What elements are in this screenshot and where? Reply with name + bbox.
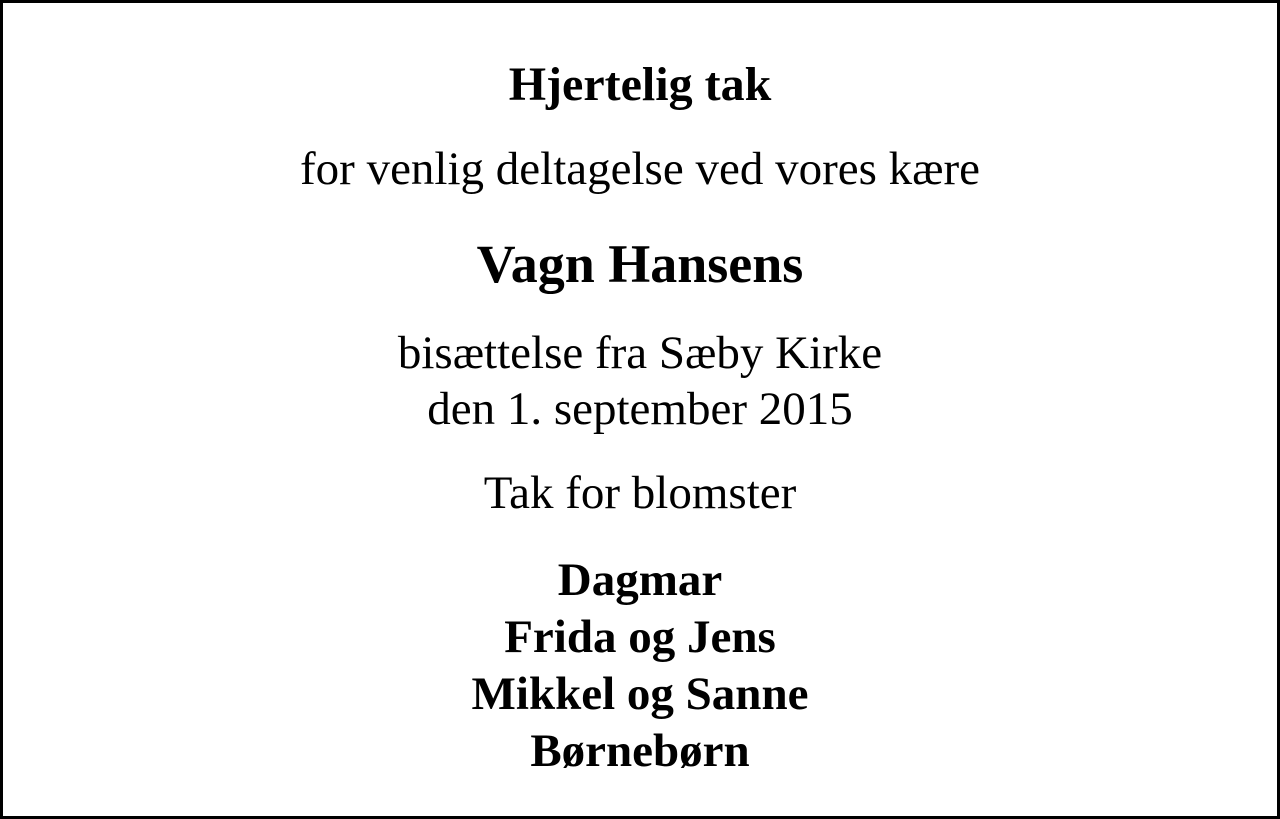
ceremony-location: bisættelse fra Sæby Kirke	[397, 327, 883, 379]
notice-heading: Hjertelig tak	[508, 58, 772, 111]
notice-intro: for venlig deltagelse ved vores kære	[300, 143, 980, 195]
signatory: Dagmar	[557, 554, 723, 606]
signatories	[3, 552, 1277, 780]
flowers-thanks: Tak for blomster	[483, 467, 797, 519]
signatory: Mikkel og Sanne	[471, 668, 809, 720]
signatory: Frida og Jens	[504, 611, 776, 663]
signatory: Børnebørn	[530, 725, 750, 777]
ceremony-date: den 1. september 2015	[427, 383, 853, 435]
deceased-name: Vagn Hansens	[476, 234, 804, 294]
